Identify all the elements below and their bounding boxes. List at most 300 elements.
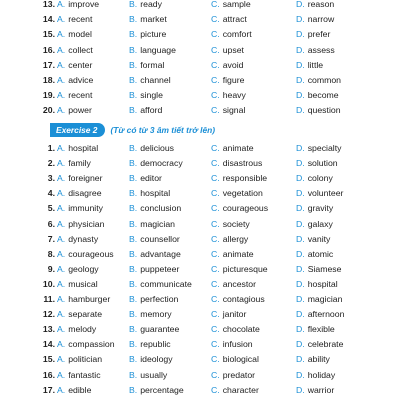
question-row [0, 103, 400, 118]
option-letter: B. [129, 143, 138, 153]
option-word: delicious [140, 143, 175, 153]
option-letter: B. [129, 59, 138, 70]
option-letter: D. [296, 44, 305, 55]
option-a [57, 103, 92, 118]
option-letter: D. [296, 105, 305, 116]
option-b [129, 186, 170, 201]
question-number: 19. [42, 90, 55, 101]
question-row [0, 156, 400, 171]
option-c [211, 352, 259, 367]
option-word: hamburger [68, 294, 111, 304]
option-letter: A. [57, 354, 66, 365]
option-word: dynasty [68, 233, 99, 244]
option-letter: D. [296, 354, 305, 365]
option-d [296, 73, 341, 88]
option-letter: C. [211, 143, 220, 153]
option-letter: B. [129, 278, 138, 289]
option-word: attract [222, 14, 247, 25]
option-d [296, 58, 323, 73]
option-word: atomic [307, 248, 334, 259]
option-word: disastrous [222, 158, 263, 169]
option-letter: D. [296, 143, 305, 153]
option-word: allergy [222, 233, 249, 244]
option-letter: C. [211, 75, 220, 85]
option-word: specialty [307, 143, 342, 153]
option-c [211, 383, 259, 398]
option-letter: D. [296, 218, 305, 229]
option-b [129, 383, 184, 398]
option-d [296, 12, 334, 27]
question-number: 16. [42, 44, 55, 55]
option-word: biological [222, 354, 259, 365]
option-word: predator [222, 369, 256, 380]
option-letter: B. [129, 44, 138, 55]
option-letter: C. [211, 29, 220, 40]
option-a [57, 337, 115, 352]
option-word: center [68, 59, 93, 70]
option-b [129, 103, 162, 118]
question-number: 16. [42, 369, 55, 380]
option-word: recent [68, 90, 93, 101]
option-letter: D. [296, 324, 305, 335]
option-letter: B. [129, 384, 138, 395]
option-word: avoid [222, 59, 244, 70]
option-letter: D. [296, 339, 305, 350]
option-d [296, 232, 330, 247]
option-a [57, 27, 92, 42]
question-number: 20. [42, 105, 55, 116]
option-a [57, 201, 103, 216]
question-number: 8. [47, 248, 55, 259]
option-word: ancestor [222, 278, 257, 289]
option-word: magician [307, 294, 343, 304]
question-number: 13. [42, 324, 55, 335]
option-letter: C. [211, 248, 220, 259]
option-letter: C. [211, 278, 220, 289]
option-word: colony [307, 173, 333, 184]
question-row [0, 277, 400, 292]
option-letter: A. [57, 324, 66, 335]
option-word: channel [140, 75, 171, 85]
option-b [129, 88, 163, 103]
option-c [211, 156, 262, 171]
option-d [296, 103, 341, 118]
option-word: fantastic [68, 369, 101, 380]
option-word: improve [68, 0, 100, 9]
question-row [0, 73, 400, 88]
option-letter: A. [57, 278, 66, 289]
option-word: usually [140, 369, 168, 380]
option-word: vegetation [222, 188, 263, 199]
option-word: magician [140, 218, 175, 229]
option-letter: B. [129, 158, 138, 169]
question-row [0, 88, 400, 103]
option-letter: B. [129, 173, 138, 184]
option-letter: D. [296, 75, 305, 85]
option-word: volunteer [307, 188, 344, 199]
option-a [57, 186, 102, 201]
option-a [57, 171, 103, 186]
option-letter: D. [296, 203, 305, 214]
option-b [129, 43, 176, 58]
option-word: character [222, 384, 259, 395]
option-letter: A. [57, 75, 66, 85]
option-letter: B. [129, 0, 138, 9]
option-letter: D. [296, 294, 305, 304]
option-b [129, 292, 178, 307]
option-b [129, 171, 162, 186]
question-number: 7. [47, 233, 55, 244]
option-word: puppeteer [140, 263, 180, 274]
question-row [0, 58, 400, 73]
option-letter: A. [57, 173, 66, 184]
option-d [296, 43, 335, 58]
option-a [57, 156, 91, 171]
option-letter: A. [57, 105, 66, 116]
option-word: become [307, 90, 339, 101]
option-word: vanity [307, 233, 331, 244]
question-number: 18. [42, 75, 55, 85]
option-letter: B. [129, 369, 138, 380]
option-b [129, 58, 164, 73]
question-row [0, 292, 400, 307]
option-letter: A. [57, 158, 66, 169]
option-a [57, 368, 101, 383]
option-word: disagree [68, 188, 102, 199]
option-word: celebrate [307, 339, 344, 350]
option-word: communicate [140, 278, 192, 289]
option-word: percentage [140, 384, 184, 395]
option-word: hospital [140, 188, 171, 199]
option-b [129, 217, 175, 232]
option-b [129, 307, 172, 322]
option-b [129, 368, 167, 383]
option-c [211, 322, 260, 337]
option-letter: D. [296, 90, 305, 101]
option-word: society [222, 218, 250, 229]
option-c [211, 186, 263, 201]
option-d [296, 0, 334, 12]
option-c [211, 141, 254, 156]
option-letter: C. [211, 188, 220, 199]
option-letter: D. [296, 369, 305, 380]
option-letter: B. [129, 218, 138, 229]
option-b [129, 156, 183, 171]
option-letter: D. [296, 29, 305, 40]
exercise-2-badge: Exercise 2 [50, 123, 105, 137]
option-letter: C. [211, 324, 220, 335]
option-word: signal [222, 105, 246, 116]
question-number: 15. [42, 29, 55, 40]
option-word: memory [140, 309, 172, 320]
option-b [129, 201, 181, 216]
option-word: animate [222, 143, 254, 153]
option-d [296, 352, 330, 367]
option-a [57, 141, 98, 156]
option-c [211, 337, 253, 352]
option-letter: B. [129, 188, 138, 199]
option-word: animate [222, 248, 254, 259]
option-a [57, 217, 104, 232]
option-a [57, 247, 114, 262]
question-row [0, 0, 400, 12]
option-d [296, 141, 342, 156]
option-word: guarantee [140, 324, 180, 335]
option-word: republic [140, 339, 171, 350]
option-d [296, 156, 338, 171]
option-letter: A. [57, 59, 66, 70]
option-word: market [140, 14, 167, 25]
option-letter: B. [129, 29, 138, 40]
option-c [211, 292, 265, 307]
option-letter: C. [211, 354, 220, 365]
question-row [0, 368, 400, 383]
option-c [211, 171, 267, 186]
option-b [129, 352, 173, 367]
question-row [0, 12, 400, 27]
option-c [211, 307, 246, 322]
option-c [211, 217, 250, 232]
question-row [0, 383, 400, 398]
option-word: infusion [222, 339, 253, 350]
option-letter: A. [57, 248, 66, 259]
option-a [57, 58, 92, 73]
option-b [129, 247, 181, 262]
option-letter: D. [296, 0, 305, 9]
option-word: common [307, 75, 341, 85]
option-word: ideology [140, 354, 173, 365]
option-letter: C. [211, 14, 220, 25]
question-number: 12. [42, 309, 55, 320]
option-letter: B. [129, 14, 138, 25]
option-d [296, 368, 335, 383]
option-word: warrior [307, 384, 335, 395]
question-number: 9. [47, 263, 55, 274]
option-letter: C. [211, 0, 220, 9]
option-letter: D. [296, 263, 305, 274]
option-word: separate [68, 309, 103, 320]
option-letter: C. [211, 173, 220, 184]
option-letter: D. [296, 158, 305, 169]
option-b [129, 337, 171, 352]
question-row [0, 247, 400, 262]
option-d [296, 292, 342, 307]
question-number: 14. [42, 14, 55, 25]
option-b [129, 12, 167, 27]
option-a [57, 0, 99, 12]
option-word: perfection [140, 294, 179, 304]
option-word: little [307, 59, 324, 70]
question-number: 14. [42, 339, 55, 350]
option-b [129, 27, 166, 42]
option-d [296, 322, 335, 337]
option-word: power [68, 105, 92, 116]
option-letter: D. [296, 59, 305, 70]
option-letter: C. [211, 90, 220, 101]
option-letter: B. [129, 233, 138, 244]
option-c [211, 247, 254, 262]
option-word: gravity [307, 203, 334, 214]
option-c [211, 73, 244, 88]
option-letter: D. [296, 188, 305, 199]
option-word: responsible [222, 173, 268, 184]
question-number: 15. [42, 354, 55, 365]
option-letter: B. [129, 324, 138, 335]
option-word: advice [68, 75, 94, 85]
question-row [0, 307, 400, 322]
option-letter: D. [296, 173, 305, 184]
question-row [0, 171, 400, 186]
option-letter: D. [296, 309, 305, 320]
option-letter: C. [211, 384, 220, 395]
option-word: contagious [222, 294, 265, 304]
option-letter: D. [296, 233, 305, 244]
option-c [211, 232, 248, 247]
option-letter: C. [211, 369, 220, 380]
option-word: formal [140, 59, 165, 70]
option-word: conclusion [140, 203, 182, 214]
option-word: flexible [307, 324, 335, 335]
option-word: holiday [307, 369, 336, 380]
option-d [296, 186, 343, 201]
option-word: afford [140, 105, 163, 116]
option-letter: B. [129, 309, 138, 320]
question-number: 13. [42, 0, 55, 9]
option-d [296, 27, 330, 42]
option-a [57, 232, 98, 247]
option-letter: B. [129, 248, 138, 259]
option-word: prefer [307, 29, 331, 40]
option-letter: B. [129, 339, 138, 350]
question-row [0, 141, 400, 156]
option-letter: C. [211, 44, 220, 55]
option-a [57, 43, 93, 58]
option-letter: C. [211, 59, 220, 70]
option-word: figure [222, 75, 245, 85]
option-b [129, 73, 171, 88]
option-letter: C. [211, 263, 220, 274]
question-number: 17. [42, 59, 55, 70]
option-letter: A. [57, 218, 66, 229]
question-row [0, 352, 400, 367]
question-number: 2. [47, 158, 55, 169]
option-c [211, 368, 255, 383]
option-d [296, 383, 334, 398]
option-a [57, 307, 102, 322]
option-word: physician [68, 218, 105, 229]
option-word: edible [68, 384, 92, 395]
option-letter: C. [211, 233, 220, 244]
exercise-2-note: (Từ có từ 3 âm tiết trở lên) [110, 125, 216, 135]
option-c [211, 43, 244, 58]
option-letter: A. [57, 309, 66, 320]
option-word: democracy [140, 158, 183, 169]
option-word: editor [140, 173, 162, 184]
option-d [296, 88, 339, 103]
option-letter: B. [129, 90, 138, 101]
option-d [296, 171, 333, 186]
option-letter: A. [57, 384, 66, 395]
option-word: recent [68, 14, 93, 25]
option-c [211, 201, 268, 216]
question-row [0, 232, 400, 247]
option-d [296, 247, 333, 262]
option-word: heavy [222, 90, 246, 101]
option-word: afternoon [307, 309, 345, 320]
option-word: foreigner [68, 173, 103, 184]
question-row [0, 322, 400, 337]
option-word: language [140, 44, 176, 55]
option-b [129, 262, 179, 277]
question-row [0, 217, 400, 232]
option-c [211, 103, 245, 118]
option-word: hospital [307, 278, 338, 289]
option-word: chocolate [222, 324, 260, 335]
option-word: janitor [222, 309, 247, 320]
option-letter: A. [57, 369, 66, 380]
option-letter: C. [211, 203, 220, 214]
option-word: reason [307, 0, 335, 9]
option-a [57, 12, 92, 27]
option-word: Siamese [307, 263, 342, 274]
option-c [211, 12, 247, 27]
question-number: 5. [47, 203, 55, 214]
option-letter: D. [296, 278, 305, 289]
option-word: upset [222, 44, 244, 55]
option-c [211, 58, 243, 73]
question-row [0, 262, 400, 277]
question-number: 4. [47, 188, 55, 199]
question-number: 6. [47, 218, 55, 229]
option-word: picturesque [222, 263, 268, 274]
option-d [296, 262, 342, 277]
question-row [0, 43, 400, 58]
option-word: melody [68, 324, 97, 335]
option-letter: C. [211, 158, 220, 169]
option-word: ready [140, 0, 162, 9]
option-a [57, 383, 91, 398]
option-d [296, 307, 344, 322]
option-c [211, 262, 268, 277]
option-d [296, 217, 333, 232]
question-row [0, 186, 400, 201]
option-c [211, 27, 252, 42]
option-word: courageous [68, 248, 114, 259]
option-letter: C. [211, 105, 220, 116]
option-word: collect [68, 44, 93, 55]
option-letter: A. [57, 0, 66, 9]
option-a [57, 262, 99, 277]
option-word: counsellor [140, 233, 180, 244]
option-b [129, 322, 179, 337]
question-number: 1. [47, 143, 55, 153]
option-word: question [307, 105, 341, 116]
option-letter: A. [57, 90, 66, 101]
exercise-2-header [50, 123, 215, 137]
option-letter: A. [57, 143, 66, 153]
question-number: 10. [42, 278, 55, 289]
option-letter: A. [57, 203, 66, 214]
option-a [57, 88, 92, 103]
option-letter: A. [57, 339, 66, 350]
option-word: comfort [222, 29, 252, 40]
option-a [57, 73, 93, 88]
option-word: advantage [140, 248, 181, 259]
question-number: 17. [42, 384, 55, 395]
question-row [0, 27, 400, 42]
option-word: hospital [68, 143, 99, 153]
option-a [57, 352, 102, 367]
